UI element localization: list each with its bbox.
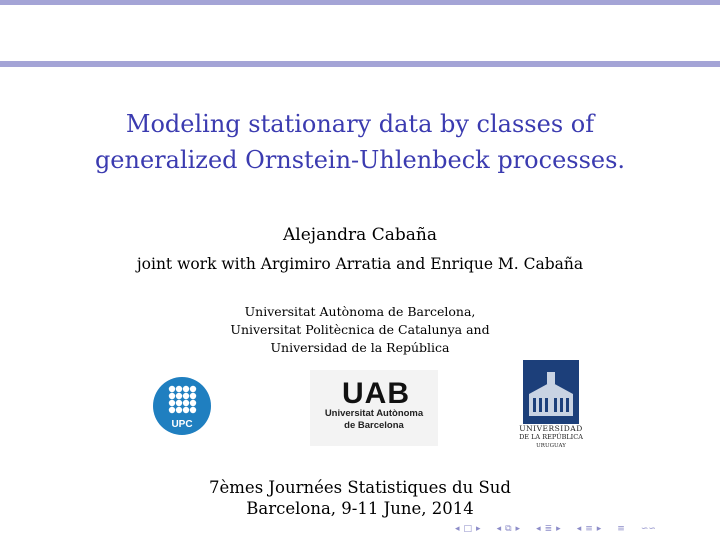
udelar-name-line3: URUGUAY [536, 443, 566, 449]
header-bar [0, 61, 720, 67]
nav-prev-frame-icon[interactable]: ◂ [496, 524, 502, 534]
nav-next-section-icon[interactable]: ▸ [596, 524, 602, 534]
nav-next-slide-icon[interactable]: ▸ [476, 524, 481, 534]
upc-logo [153, 377, 211, 435]
institution-3: Universidad de la República [270, 340, 450, 355]
nav-search-icon[interactable]: ∽∽ [640, 524, 656, 534]
udelar-logo [515, 360, 587, 460]
conference-date: Barcelona, 9-11 June, 2014 [246, 499, 474, 518]
author-name: Alejandra Cabaña [283, 225, 437, 245]
nav-next-frame-icon[interactable]: ▸ [515, 524, 521, 534]
nav-subsection-icon[interactable]: ≣ [544, 524, 553, 534]
nav-frame-icon[interactable]: ⧉ [505, 524, 512, 534]
uab-name-line1: Universitat Autònoma [324, 408, 424, 419]
coauthors: joint work with Argimiro Arratia and Enrique M. Cabaña [136, 255, 584, 273]
slide-title-line1: Modeling stationary data by classes of [125, 110, 595, 138]
conference-name: 7èmes Journées Statistiques du Sud [209, 478, 511, 497]
uab-mark [340, 376, 412, 406]
nav-section-icon[interactable]: ≡ [585, 524, 593, 534]
uab-name-line2: de Barcelona [344, 420, 404, 431]
institution-2: Universitat Politècnica de Catalunya and [230, 322, 490, 337]
nav-slide-icon[interactable]: □ [463, 524, 473, 534]
udelar-name-line1: UNIVERSIDAD [519, 424, 583, 433]
udelar-building-emblem [523, 360, 579, 424]
beamer-navigation [455, 523, 656, 535]
nav-align-icon[interactable]: ≡ [617, 524, 625, 534]
nav-next-subsection-icon[interactable]: ▸ [556, 524, 561, 534]
nav-prev-section-icon[interactable]: ◂ [576, 524, 582, 534]
udelar-name-line2: DE LA REPÚBLICA [519, 433, 583, 441]
svg-text:UAB: UAB [342, 377, 410, 406]
header-bar-top [0, 0, 720, 5]
institution-1: Universitat Autònoma de Barcelona, [244, 304, 476, 319]
nav-prev-subsection-icon[interactable]: ◂ [536, 524, 541, 534]
slide-title-line2: generalized Ornstein-Uhlenbeck processes. [94, 146, 626, 174]
nav-prev-slide-icon[interactable]: ◂ [455, 524, 460, 534]
svg-text:UPC: UPC [171, 419, 193, 430]
uab-logo [310, 370, 438, 446]
